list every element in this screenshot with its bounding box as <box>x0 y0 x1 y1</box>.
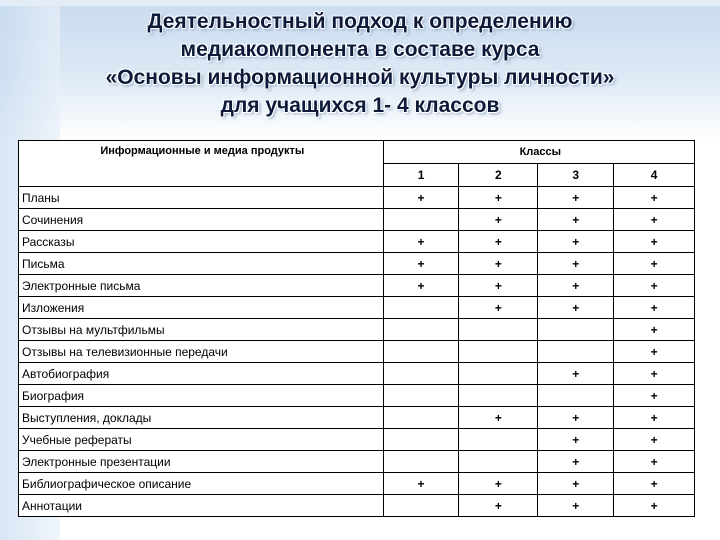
class-mark-cell: + <box>459 297 538 319</box>
product-name-cell: Электронные презентации <box>19 451 384 473</box>
title-line: «Основы информационной культуры личности» <box>105 66 615 89</box>
class-mark-cell <box>383 297 459 319</box>
title-line: медиакомпонента в составе курса <box>180 38 540 61</box>
table-row <box>19 385 695 407</box>
class-mark-cell <box>383 319 459 341</box>
table-body <box>19 187 695 517</box>
class-mark-cell: + <box>614 363 695 385</box>
class-mark-cell: + <box>538 473 614 495</box>
products-column-header: Информационные и медиа продукты <box>19 141 384 187</box>
class-mark-cell <box>459 363 538 385</box>
class-mark-cell: + <box>459 495 538 517</box>
class-mark-cell: + <box>459 253 538 275</box>
class-mark-cell: + <box>538 429 614 451</box>
class-mark-cell: + <box>459 275 538 297</box>
table-row <box>19 209 695 231</box>
class-mark-cell: + <box>383 275 459 297</box>
product-name-cell: Отзывы на мультфильмы <box>19 319 384 341</box>
product-name-cell: Учебные рефераты <box>19 429 384 451</box>
class-mark-cell: + <box>383 187 459 209</box>
class-number: 2 <box>459 164 538 187</box>
class-mark-cell: + <box>614 429 695 451</box>
class-mark-cell: + <box>614 451 695 473</box>
class-mark-cell <box>459 385 538 407</box>
class-mark-cell: + <box>538 275 614 297</box>
background-stripe <box>0 0 720 6</box>
product-name-cell: Автобиография <box>19 363 384 385</box>
class-mark-cell: + <box>459 187 538 209</box>
product-name-cell: Планы <box>19 187 384 209</box>
table-row <box>19 319 695 341</box>
class-mark-cell: + <box>383 473 459 495</box>
table-row <box>19 473 695 495</box>
class-mark-cell <box>459 319 538 341</box>
table-row <box>19 187 695 209</box>
class-mark-cell: + <box>538 407 614 429</box>
table-row <box>19 495 695 517</box>
class-mark-cell <box>383 341 459 363</box>
class-mark-cell <box>383 407 459 429</box>
class-mark-cell: + <box>538 451 614 473</box>
class-mark-cell <box>538 319 614 341</box>
class-number: 3 <box>538 164 614 187</box>
class-mark-cell: + <box>614 275 695 297</box>
product-name-cell: Сочинения <box>19 209 384 231</box>
class-mark-cell: + <box>614 209 695 231</box>
class-mark-cell: + <box>614 187 695 209</box>
table-row <box>19 253 695 275</box>
class-mark-cell: + <box>614 319 695 341</box>
class-mark-cell: + <box>614 297 695 319</box>
class-mark-cell <box>538 385 614 407</box>
class-mark-cell: + <box>459 209 538 231</box>
table-row <box>19 451 695 473</box>
product-name-cell: Аннотации <box>19 495 384 517</box>
slide-title <box>0 8 720 120</box>
class-mark-cell: + <box>538 363 614 385</box>
media-products-table <box>18 140 695 517</box>
table-row <box>19 341 695 363</box>
class-number: 4 <box>614 164 695 187</box>
class-mark-cell: + <box>459 231 538 253</box>
product-name-cell: Отзывы на телевизионные передачи <box>19 341 384 363</box>
class-mark-cell <box>459 451 538 473</box>
table-header-row <box>19 141 695 164</box>
product-name-cell: Электронные письма <box>19 275 384 297</box>
class-mark-cell <box>459 429 538 451</box>
class-mark-cell: + <box>538 187 614 209</box>
class-mark-cell <box>538 341 614 363</box>
class-number: 1 <box>383 164 459 187</box>
class-mark-cell: + <box>614 231 695 253</box>
product-name-cell: Библиографическое описание <box>19 473 384 495</box>
class-mark-cell: + <box>383 231 459 253</box>
class-mark-cell: + <box>614 253 695 275</box>
product-name-cell: Рассказы <box>19 231 384 253</box>
class-mark-cell <box>383 495 459 517</box>
class-mark-cell <box>383 429 459 451</box>
class-mark-cell: + <box>538 253 614 275</box>
class-mark-cell: + <box>459 473 538 495</box>
class-mark-cell: + <box>614 495 695 517</box>
class-mark-cell: + <box>614 385 695 407</box>
class-mark-cell: + <box>538 231 614 253</box>
class-mark-cell: + <box>538 495 614 517</box>
class-mark-cell: + <box>614 341 695 363</box>
table-row <box>19 429 695 451</box>
class-mark-cell: + <box>614 473 695 495</box>
table-row <box>19 407 695 429</box>
class-mark-cell <box>383 209 459 231</box>
product-name-cell: Выступления, доклады <box>19 407 384 429</box>
table-row <box>19 231 695 253</box>
title-line: для учащихся 1- 4 классов <box>220 94 500 117</box>
table-row <box>19 363 695 385</box>
product-name-cell: Письма <box>19 253 384 275</box>
class-mark-cell: + <box>538 297 614 319</box>
product-name-cell: Биография <box>19 385 384 407</box>
product-name-cell: Изложения <box>19 297 384 319</box>
class-mark-cell <box>383 363 459 385</box>
class-mark-cell: + <box>383 253 459 275</box>
class-mark-cell: + <box>459 407 538 429</box>
table-row <box>19 297 695 319</box>
classes-column-header: Классы <box>383 141 694 164</box>
class-mark-cell: + <box>538 209 614 231</box>
class-mark-cell: + <box>614 407 695 429</box>
class-mark-cell <box>383 451 459 473</box>
table-row <box>19 275 695 297</box>
title-line: Деятельностный подход к определению <box>147 10 573 33</box>
class-mark-cell <box>383 385 459 407</box>
class-mark-cell <box>459 341 538 363</box>
